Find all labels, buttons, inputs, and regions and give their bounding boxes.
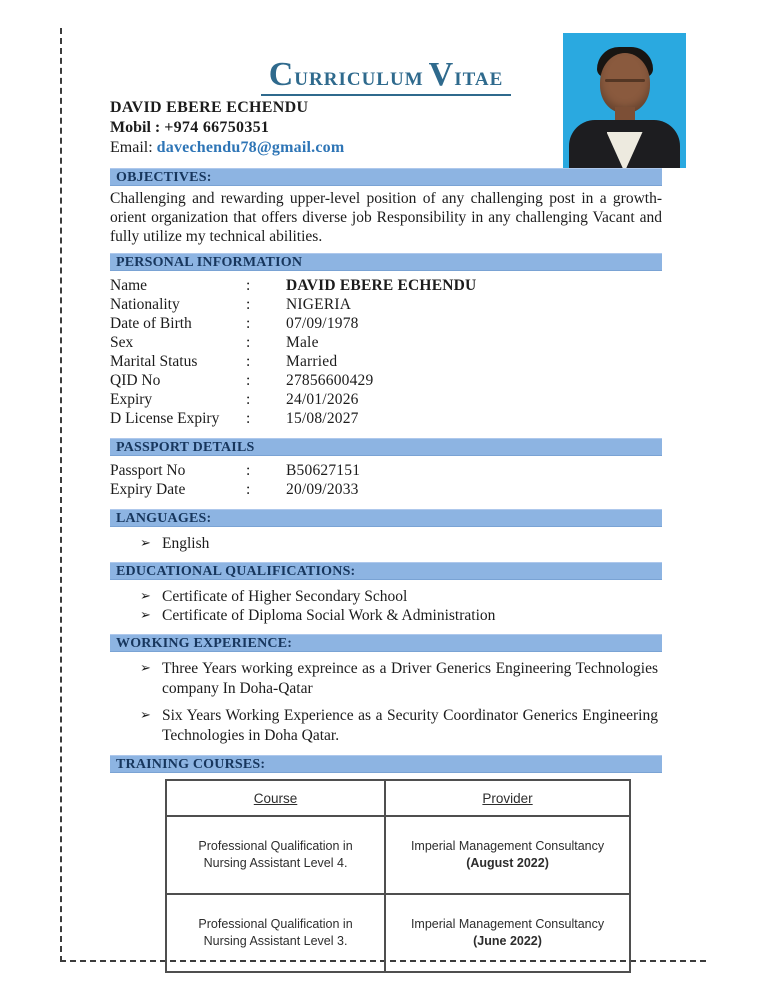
experience-list <box>110 659 662 746</box>
info-colon: : <box>246 277 251 294</box>
info-colon: : <box>246 353 251 370</box>
arrow-bullet-icon: ➢ <box>140 589 151 604</box>
passport-details-list <box>110 461 662 499</box>
provider-date: (August 2022) <box>466 856 549 870</box>
course-cell: Professional Qualification in Nursing Assistant Level 3. <box>166 894 385 972</box>
info-row-expiry <box>110 390 662 409</box>
info-colon: : <box>246 481 251 498</box>
info-value: DAVID EBERE ECHENDU <box>286 277 477 294</box>
info-row-name <box>110 276 662 295</box>
info-colon: : <box>246 410 251 427</box>
info-row-qid-no <box>110 371 662 390</box>
objectives-text: Challenging and rewarding upper-level position of any challenging post in a growth- orient organization that offers diverse job Responsibility in any challenging Vacant and fully utilize my technical abilities. <box>110 190 662 245</box>
mobile-line <box>110 118 662 137</box>
arrow-bullet-icon: ➢ <box>140 608 151 623</box>
info-value: B50627151 <box>286 462 361 479</box>
page-title <box>110 58 662 96</box>
info-label: QID No <box>110 372 161 389</box>
provider-date: (June 2022) <box>473 934 542 948</box>
email-line <box>110 138 662 157</box>
email-label: Email: <box>110 139 153 156</box>
left-margin-dashed-guide <box>60 28 62 962</box>
info-colon: : <box>246 462 251 479</box>
passport-row-number <box>110 461 662 480</box>
arrow-bullet-icon: ➢ <box>140 708 151 723</box>
info-label: Sex <box>110 334 134 351</box>
table-row <box>166 894 630 972</box>
list-item-language <box>110 534 662 553</box>
info-value: NIGERIA <box>286 296 352 313</box>
section-header-objectives: OBJECTIVES: <box>110 168 662 186</box>
section-header-training-courses: TRAINING COURSES: <box>110 755 662 773</box>
arrow-bullet-icon: ➢ <box>140 661 151 676</box>
languages-list <box>110 534 662 553</box>
mobile-label: Mobil : <box>110 119 161 136</box>
info-row-sex <box>110 333 662 352</box>
section-header-educational-qualifications: EDUCATIONAL QUALIFICATIONS: <box>110 562 662 580</box>
list-item-education <box>110 606 662 625</box>
section-header-personal-information: PERSONAL INFORMATION <box>110 253 662 271</box>
info-label: Expiry <box>110 391 153 408</box>
language-value: English <box>162 535 210 552</box>
list-item-experience <box>110 706 662 746</box>
title-initial-c: C <box>268 56 295 93</box>
candidate-name: DAVID EBERE ECHENDU <box>110 99 309 116</box>
course-cell: Professional Qualification in Nursing Assistant Level 4. <box>166 816 385 894</box>
page-title-text <box>261 58 512 96</box>
table-header-row <box>166 780 630 816</box>
education-list <box>110 587 662 625</box>
title-word-2: ITAE <box>454 69 504 90</box>
info-label: Passport No <box>110 462 186 479</box>
email-link[interactable]: davechendu78@gmail.com <box>156 139 345 156</box>
experience-value: Three Years working expreince as a Driver Generics Engineering Technologies company In Doha-Qatar <box>162 660 658 697</box>
education-value: Certificate of Higher Secondary School <box>162 588 408 605</box>
info-label: Name <box>110 277 148 294</box>
passport-row-expiry <box>110 480 662 499</box>
training-courses-table <box>165 779 631 973</box>
section-header-languages: LANGUAGES: <box>110 509 662 527</box>
info-colon: : <box>246 334 251 351</box>
info-label: Date of Birth <box>110 315 192 332</box>
info-row-marital-status <box>110 352 662 371</box>
info-colon: : <box>246 391 251 408</box>
column-header-course: Course <box>166 780 385 816</box>
education-value: Certificate of Diploma Social Work & Administration <box>162 607 496 624</box>
info-label: Nationality <box>110 296 180 313</box>
info-row-d-license-expiry <box>110 409 662 428</box>
info-row-nationality <box>110 295 662 314</box>
table-row <box>166 816 630 894</box>
info-value: Married <box>286 353 338 370</box>
personal-information-list <box>110 276 662 428</box>
info-value: 15/08/2027 <box>286 410 359 427</box>
provider-cell <box>385 894 630 972</box>
title-word-1: URRICULUM <box>294 69 424 90</box>
info-label: D License Expiry <box>110 410 220 427</box>
provider-name: Imperial Management Consultancy <box>410 839 605 853</box>
list-item-experience <box>110 659 662 699</box>
document-content <box>110 58 662 973</box>
info-value: 07/09/1978 <box>286 315 359 332</box>
provider-name: Imperial Management Consultancy <box>410 917 605 931</box>
mobile-value: +974 66750351 <box>164 119 270 136</box>
info-value: 20/09/2033 <box>286 481 359 498</box>
info-colon: : <box>246 315 251 332</box>
title-initial-v: V <box>428 56 455 93</box>
info-row-date-of-birth <box>110 314 662 333</box>
info-label: Expiry Date <box>110 481 186 498</box>
arrow-bullet-icon: ➢ <box>140 536 151 551</box>
provider-cell <box>385 816 630 894</box>
info-colon: : <box>246 372 251 389</box>
list-item-education <box>110 587 662 606</box>
section-header-working-experience: WORKING EXPERIENCE: <box>110 634 662 652</box>
info-value: Male <box>286 334 319 351</box>
contact-block <box>110 98 662 157</box>
info-value: 24/01/2026 <box>286 391 359 408</box>
info-label: Marital Status <box>110 353 198 370</box>
section-header-passport-details: PASSPORT DETAILS <box>110 438 662 456</box>
info-value: 27856600429 <box>286 372 374 389</box>
info-colon: : <box>246 296 251 313</box>
column-header-provider: Provider <box>385 780 630 816</box>
experience-value: Six Years Working Experience as a Security Coordinator Generics Engineering Technologies in Doha Qatar. <box>162 707 658 744</box>
